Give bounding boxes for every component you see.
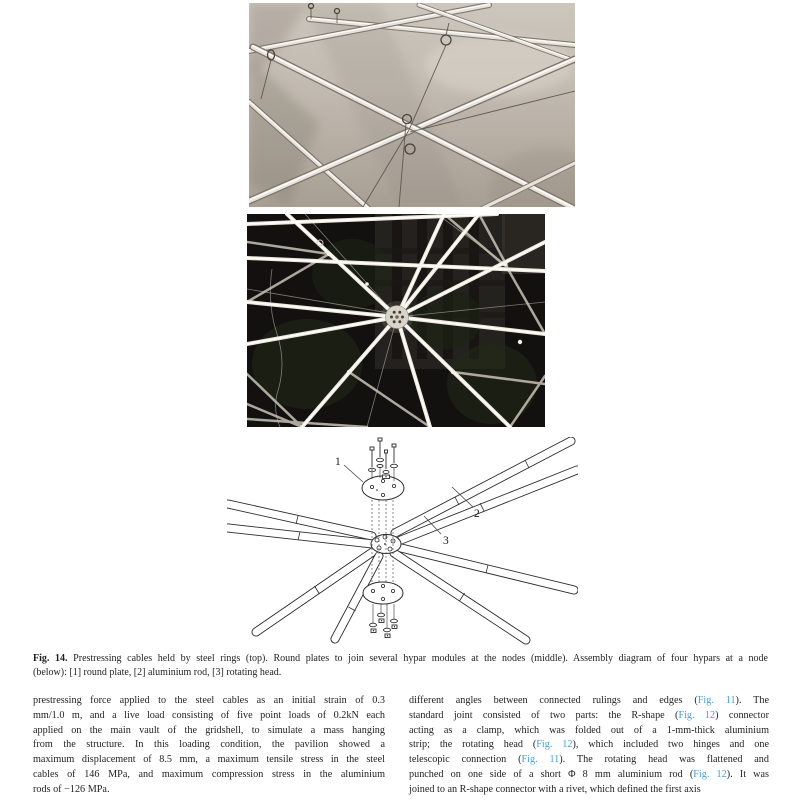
diagram-svg [227,437,578,650]
round-plate-bottom [363,582,403,604]
text-line [33,694,385,709]
text-segment: Fig. 14. [33,653,68,664]
text-line [33,738,385,753]
text-segment: cables of 146 MPa, and maximum compression stress in the aluminium [33,768,385,780]
text-line [409,724,769,739]
figure-reference-link[interactable]: Fig. 11 [697,695,736,706]
figure-reference-link[interactable]: Fig. 12 [678,709,716,721]
figure-reference-link[interactable]: Fig. 12 [536,739,573,751]
assembly-diagram [227,437,578,650]
text-line [409,753,769,768]
photo-cables-steel-rings [249,3,575,207]
text-line [33,724,385,739]
text-line [33,666,768,680]
top-fasteners [369,438,398,481]
figure-reference-link[interactable]: Fig. 11 [521,754,560,766]
photo-gridshell-node [247,214,545,427]
text-segment: ). The rotating head was flattened and [559,754,769,766]
text-line [33,652,768,666]
text-line [33,768,385,783]
text-segment: ), which included two hinges and one [572,739,769,751]
figure-reference-link[interactable]: Fig. 12 [693,768,727,780]
text-line [409,768,769,783]
diagram-label-rotating-head: 3 [443,535,449,547]
text-segment: strip; the rotating head ( [409,739,537,751]
text-line [409,694,769,709]
text-segment: applied on the main vault of the gridshell, to simulate a mass hanging [33,724,385,736]
text-segment: different angles between connected rulings and edges ( [409,695,698,706]
text-segment: standard joint consisted of two parts: the R-shape ( [409,709,679,721]
body-column-right [409,694,769,798]
text-segment: ). It was [726,768,769,780]
body-column-left [33,694,385,798]
text-segment: maximum displacement of 8.5 mm, a maximum tensile stress in the steel [33,754,385,766]
diagram-label-round-plate: 1 [335,456,341,468]
photo-top-svg [249,3,575,207]
diagram-label-aluminium-rod: 2 [474,508,480,520]
text-line [33,709,385,724]
text-line [33,753,385,768]
text-segment: joined to an R-shape connector with a rivet, which defined the first axis [409,783,701,795]
diagram-tubes [228,441,577,640]
text-segment: mm/1.0 m, and a live load consisting of five point loads of 0.2kN each [33,709,385,721]
text-line [33,783,385,798]
text-line [409,738,769,753]
text-line [409,709,769,724]
text-segment: ). The [735,695,769,706]
text-segment: from the structure. In this loading condition, the pavilion showed a [33,739,385,751]
round-plate-top [362,476,404,500]
text-segment: rods of −126 MPa. [33,783,110,795]
photo-middle-svg [247,214,545,427]
bottom-fasteners [370,604,398,638]
text-segment: (below): [1] round plate, [2] aluminium rod, [3] rotating head. [33,666,282,678]
round-plate-node [381,301,413,333]
text-segment: acting as a clamp, which was folded out of a 1-mm-thick aluminium [409,724,769,736]
text-segment: Prestressing cables held by steel rings (top). Round plates to join several hypar modules at the nodes (middle). Assembly diagram of four hypars at a node [67,653,768,664]
text-segment: punched on one side of a short Φ 8 mm aluminium rod ( [409,768,694,780]
text-segment: prestressing force applied to the steel cables as an initial strain of 0.3 [33,695,385,706]
figure-caption [33,652,768,680]
text-line [409,783,769,798]
text-segment: telescopic connection ( [409,754,522,766]
text-segment: ) connector [715,709,770,721]
